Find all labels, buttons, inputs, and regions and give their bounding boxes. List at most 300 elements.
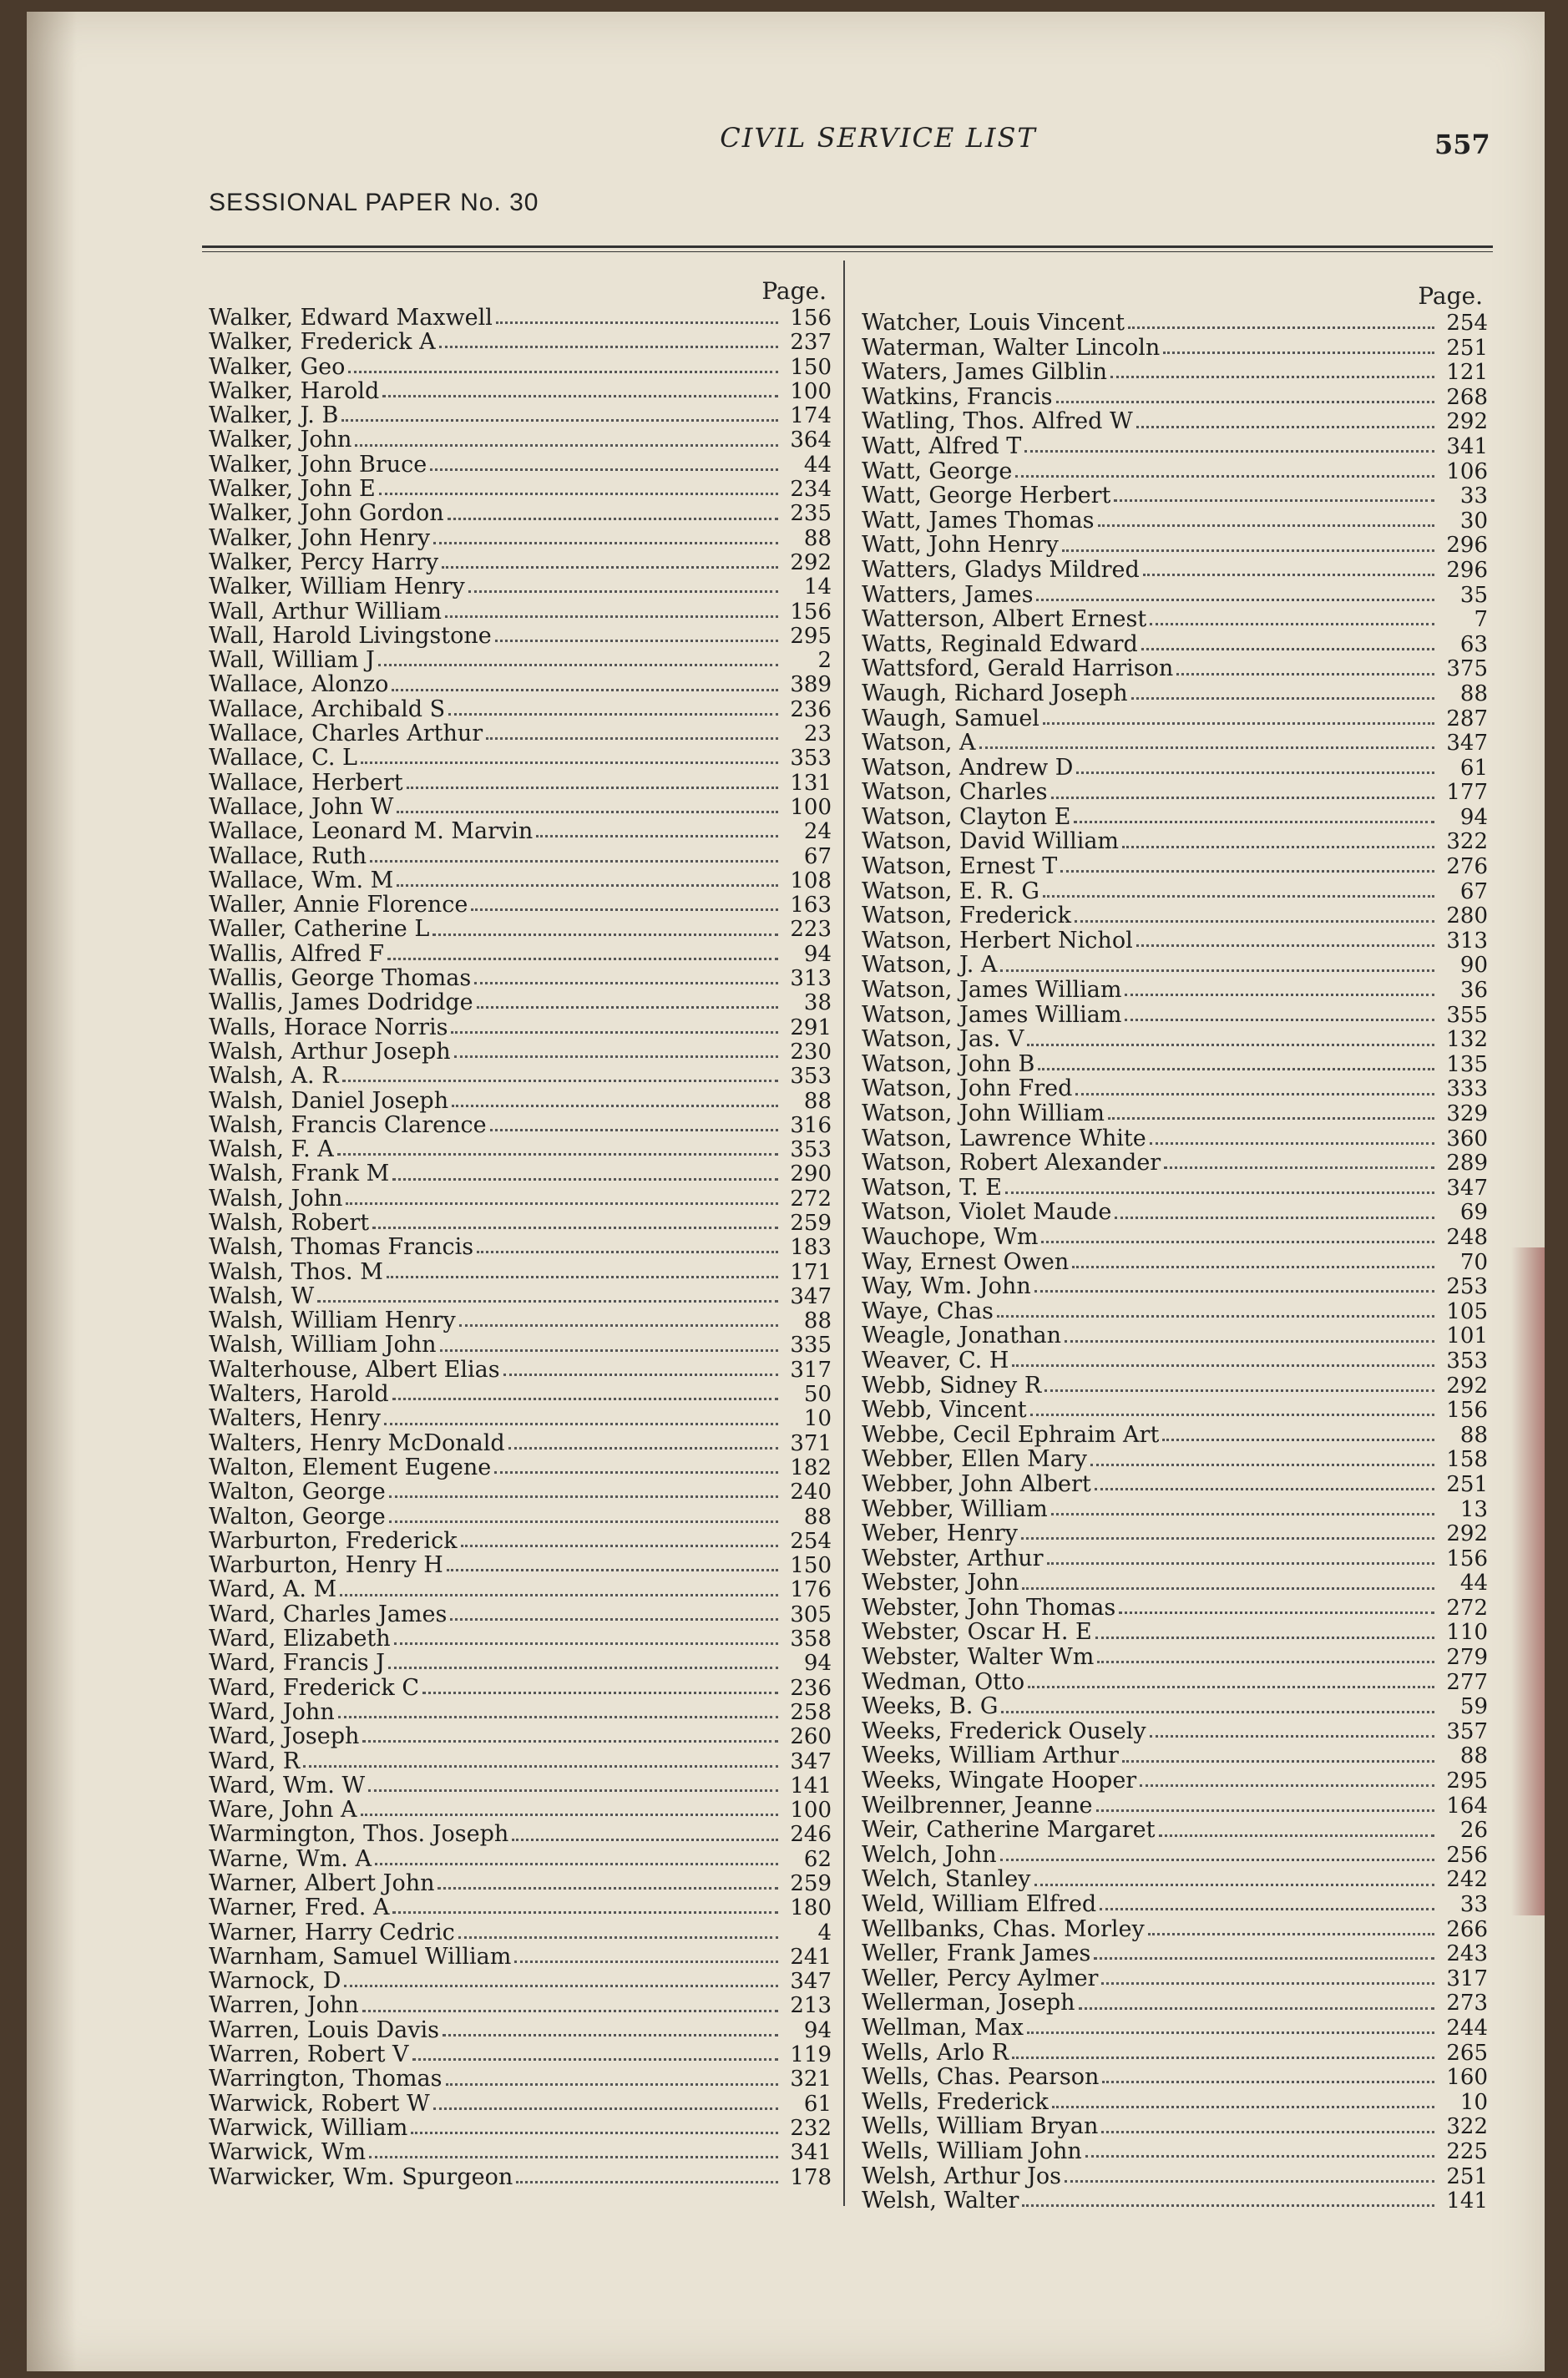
entry-name: Weilbrenner, Jeanne xyxy=(862,1792,1093,1819)
document-page xyxy=(27,12,1545,2371)
entry-name: Walsh, William John xyxy=(209,1332,437,1358)
list-item xyxy=(209,1798,832,1822)
dot-leader xyxy=(1034,1290,1434,1293)
page-number: 557 xyxy=(1434,129,1490,160)
entry-page-number: 296 xyxy=(1446,533,1488,559)
dot-leader xyxy=(379,493,778,495)
dot-leader xyxy=(1122,1760,1434,1763)
entry-page-number: 364 xyxy=(790,428,832,453)
dot-leader xyxy=(362,1740,778,1743)
entry-page-number: 141 xyxy=(790,1773,832,1799)
list-item xyxy=(862,928,1488,954)
entry-name: Walker, William Henry xyxy=(209,574,465,600)
entry-page-number: 180 xyxy=(790,1895,832,1921)
entry-name: Watkins, Francis xyxy=(862,383,1053,410)
entry-name: Weagle, Jonathan xyxy=(862,1323,1061,1349)
entry-page-number: 295 xyxy=(1446,1768,1488,1794)
entry-page-number: 371 xyxy=(790,1430,832,1456)
entry-name: Walters, Henry McDonald xyxy=(209,1429,505,1456)
entry-page-number: 347 xyxy=(1446,731,1488,756)
dot-leader xyxy=(388,1667,778,1669)
entry-page-number: 259 xyxy=(790,1871,832,1896)
list-item xyxy=(209,2140,832,2164)
entry-page-number: 251 xyxy=(1446,2163,1488,2189)
entry-page-number: 236 xyxy=(790,1675,832,1701)
list-item xyxy=(862,1818,1488,1843)
list-item xyxy=(862,1843,1488,1868)
right-column xyxy=(862,277,1488,2214)
dot-leader xyxy=(430,468,778,471)
list-item xyxy=(209,672,832,696)
entry-name: Webb, Vincent xyxy=(862,1397,1027,1424)
entry-page-number: 256 xyxy=(1446,1842,1488,1868)
entry-page-number: 317 xyxy=(1446,1966,1488,1991)
entry-page-number: 171 xyxy=(790,1259,832,1285)
list-item xyxy=(862,1521,1488,1546)
entry-name: Walsh, William Henry xyxy=(209,1308,456,1334)
entry-name: Watson, Robert Alexander xyxy=(862,1150,1161,1176)
entry-name: Warwicker, Wm. Spurgeon xyxy=(209,2163,513,2190)
list-item xyxy=(862,1101,1488,1126)
list-item xyxy=(862,1941,1488,1966)
entry-name: Wallace, Wm. M xyxy=(209,867,394,893)
list-item xyxy=(209,721,832,746)
dot-leader xyxy=(412,2058,778,2061)
entry-name: Walsh, Frank M xyxy=(209,1161,390,1187)
entry-page-number: 135 xyxy=(1446,1051,1488,1077)
list-item xyxy=(209,1773,832,1798)
entry-page-number: 70 xyxy=(1459,1249,1488,1275)
entry-page-number: 225 xyxy=(1446,2138,1488,2164)
list-item xyxy=(862,607,1488,632)
entry-name: Welsh, Walter xyxy=(862,2188,1019,2214)
dot-leader xyxy=(1075,1093,1434,1095)
entry-page-number: 266 xyxy=(1446,1916,1488,1942)
dot-leader xyxy=(1102,2081,1434,2083)
dot-leader xyxy=(1095,1488,1434,1490)
entry-page-number: 259 xyxy=(790,1210,832,1236)
entry-page-number: 100 xyxy=(790,378,832,404)
dot-leader xyxy=(1027,2031,1434,2034)
dot-leader xyxy=(341,419,778,422)
dot-leader xyxy=(440,1349,778,1352)
entry-name: Wedman, Otto xyxy=(862,1668,1025,1695)
entry-name: Walterhouse, Albert Elias xyxy=(209,1356,500,1383)
entry-page-number: 276 xyxy=(1446,854,1488,880)
entry-page-number: 101 xyxy=(1446,1323,1488,1349)
entry-name: Wall, Arthur William xyxy=(209,598,442,625)
dot-leader xyxy=(1098,524,1434,527)
dot-leader xyxy=(422,1692,778,1694)
entry-name: Ward, Joseph xyxy=(209,1723,360,1750)
list-item xyxy=(862,2041,1488,2066)
entry-page-number: 251 xyxy=(1446,335,1488,361)
entry-name: Waugh, Richard Joseph xyxy=(862,680,1128,706)
list-item xyxy=(209,1308,832,1333)
entry-page-number: 88 xyxy=(803,1308,832,1334)
list-item xyxy=(862,533,1488,558)
list-item xyxy=(209,330,832,354)
entry-name: Walker, Geo xyxy=(209,353,346,380)
list-item xyxy=(209,477,832,501)
entry-name: Walton, George xyxy=(209,1503,386,1530)
entry-name: Webster, Arthur xyxy=(862,1545,1044,1571)
list-item xyxy=(862,583,1488,608)
dot-leader xyxy=(1140,1784,1434,1787)
entry-name: Watson, Ernest T xyxy=(862,853,1058,880)
dot-leader xyxy=(450,1618,778,1621)
dot-leader xyxy=(1128,326,1434,329)
entry-name: Weeks, B. G xyxy=(862,1693,999,1720)
entry-name: Warren, Louis Davis xyxy=(209,2016,439,2043)
entry-page-number: 254 xyxy=(790,1528,832,1554)
list-item xyxy=(209,1529,832,1553)
entry-page-number: 13 xyxy=(1459,1496,1488,1522)
entry-page-number: 110 xyxy=(1446,1620,1488,1646)
list-item xyxy=(209,1993,832,2017)
dot-leader xyxy=(445,615,778,618)
entry-page-number: 292 xyxy=(1446,409,1488,435)
entry-name: Watson, John B xyxy=(862,1050,1035,1077)
entry-page-number: 234 xyxy=(790,477,832,503)
entry-page-number: 4 xyxy=(817,1920,832,1945)
list-item xyxy=(209,771,832,795)
dot-leader xyxy=(1047,1562,1434,1565)
entry-name: Watson, T. E xyxy=(862,1174,1002,1201)
list-item xyxy=(209,1137,832,1161)
list-item xyxy=(209,306,832,330)
dot-leader xyxy=(1022,1587,1434,1590)
entry-name: Watling, Thos. Alfred W xyxy=(862,408,1133,435)
entry-name: Wellbanks, Chas. Morley xyxy=(862,1915,1145,1942)
dot-leader xyxy=(451,1031,778,1034)
entry-name: Warner, Harry Cedric xyxy=(209,1919,455,1945)
list-item xyxy=(862,558,1488,583)
dot-leader xyxy=(1060,870,1434,873)
dot-leader xyxy=(1001,1711,1434,1713)
entry-name: Wallace, Alonzo xyxy=(209,671,389,698)
list-item xyxy=(862,879,1488,904)
entry-name: Way, Wm. John xyxy=(862,1273,1031,1300)
entry-page-number: 213 xyxy=(790,1993,832,2019)
list-item xyxy=(862,829,1488,854)
entry-name: Walsh, John xyxy=(209,1185,343,1212)
entry-page-number: 67 xyxy=(1459,878,1488,904)
entry-name: Walsh, Arthur Joseph xyxy=(209,1038,451,1065)
list-item xyxy=(862,1546,1488,1571)
list-item xyxy=(209,990,832,1014)
entry-name: Warrington, Thomas xyxy=(209,2066,443,2092)
dot-leader xyxy=(452,1105,778,1107)
list-item xyxy=(862,1694,1488,1719)
dot-leader xyxy=(1036,599,1434,601)
entry-name: Watt, Alfred T xyxy=(862,433,1022,459)
entry-name: Webbe, Cecil Ephraim Art xyxy=(862,1421,1160,1448)
dot-leader xyxy=(303,1765,778,1768)
list-item xyxy=(862,632,1488,657)
entry-name: Watson, A xyxy=(862,730,976,756)
entry-page-number: 236 xyxy=(790,696,832,722)
list-item xyxy=(209,1382,832,1406)
list-item xyxy=(209,1333,832,1357)
entry-name: Watts, Reginald Edward xyxy=(862,630,1138,657)
entry-page-number: 30 xyxy=(1459,508,1488,534)
entry-page-number: 280 xyxy=(1446,903,1488,929)
dot-leader xyxy=(1119,1611,1434,1614)
list-item xyxy=(862,1398,1488,1423)
list-item xyxy=(209,1480,832,1504)
dot-leader xyxy=(1101,1982,1434,1985)
dot-leader xyxy=(1094,1957,1434,1960)
entry-name: Weber, Henry xyxy=(862,1520,1018,1547)
entry-page-number: 279 xyxy=(1446,1645,1488,1671)
list-item xyxy=(209,501,832,525)
entry-name: Watt, James Thomas xyxy=(862,507,1095,534)
dot-leader xyxy=(503,1374,778,1376)
left-column xyxy=(209,277,832,2189)
list-item xyxy=(862,1323,1488,1348)
entry-page-number: 88 xyxy=(1459,681,1488,706)
list-item xyxy=(862,1299,1488,1324)
dot-leader xyxy=(1043,895,1434,898)
entry-page-number: 10 xyxy=(803,1406,832,1432)
entry-name: Welch, John xyxy=(862,1841,997,1868)
dot-leader xyxy=(1022,2204,1434,2207)
entry-page-number: 156 xyxy=(790,599,832,625)
entry-page-number: 347 xyxy=(790,1283,832,1309)
dot-leader xyxy=(439,346,778,348)
entry-page-number: 322 xyxy=(1446,829,1488,855)
dot-leader xyxy=(368,1789,778,1792)
entry-name: Warwick, William xyxy=(209,2114,408,2141)
dot-leader xyxy=(372,1227,778,1229)
list-item xyxy=(862,2188,1488,2214)
list-item xyxy=(209,746,832,770)
entry-name: Watson, Lawrence White xyxy=(862,1125,1146,1151)
dot-leader xyxy=(411,2132,778,2134)
dot-leader xyxy=(1076,772,1434,774)
entry-page-number: 317 xyxy=(790,1357,832,1383)
dot-leader xyxy=(344,1985,778,1987)
entry-page-number: 292 xyxy=(1446,1521,1488,1547)
entry-page-number: 295 xyxy=(790,623,832,649)
dot-leader xyxy=(1074,821,1434,823)
entry-page-number: 164 xyxy=(1446,1793,1488,1819)
list-item xyxy=(862,508,1488,534)
entry-name: Watson, James William xyxy=(862,1001,1122,1028)
dot-leader xyxy=(433,542,778,544)
entry-page-number: 90 xyxy=(1459,953,1488,979)
entry-name: Watson, John William xyxy=(862,1100,1105,1126)
list-item xyxy=(209,1161,832,1186)
dot-leader xyxy=(1027,1044,1434,1046)
entry-name: Walton, Element Eugene xyxy=(209,1454,492,1480)
dot-leader xyxy=(1176,673,1434,675)
entry-name: Watt, George xyxy=(862,458,1013,484)
dot-leader xyxy=(1095,1637,1434,1639)
list-item xyxy=(209,2018,832,2042)
dot-leader xyxy=(1056,401,1435,403)
entry-page-number: 156 xyxy=(790,306,832,331)
dot-leader xyxy=(1136,944,1434,947)
entry-page-number: 61 xyxy=(1459,755,1488,781)
entry-name: Waugh, Samuel xyxy=(862,705,1039,731)
dot-leader xyxy=(389,1520,778,1523)
entry-name: Warne, Wm. A xyxy=(209,1845,372,1872)
entry-page-number: 355 xyxy=(1446,1002,1488,1028)
entry-name: Weeks, Frederick Ousely xyxy=(862,1718,1146,1744)
entry-page-number: 313 xyxy=(1446,928,1488,954)
column-heading: Page. xyxy=(761,277,827,305)
entry-page-number: 14 xyxy=(803,574,832,600)
list-item xyxy=(209,1431,832,1455)
dot-leader xyxy=(432,933,778,936)
entry-name: Walsh, Thos. M xyxy=(209,1258,383,1285)
entry-page-number: 360 xyxy=(1446,1126,1488,1151)
list-item xyxy=(862,1645,1488,1670)
entry-name: Wallis, Alfred F xyxy=(209,940,385,967)
list-item xyxy=(862,409,1488,434)
list-item xyxy=(862,1472,1488,1497)
dot-leader xyxy=(1024,450,1434,453)
dot-leader xyxy=(355,444,778,447)
entry-page-number: 35 xyxy=(1459,582,1488,608)
list-item xyxy=(862,805,1488,830)
entry-page-number: 341 xyxy=(790,2140,832,2166)
list-item xyxy=(209,1871,832,1895)
dot-leader xyxy=(477,1006,778,1009)
dot-leader xyxy=(1041,1241,1434,1243)
dot-leader xyxy=(458,1936,778,1939)
dot-leader xyxy=(512,1839,778,1841)
entry-page-number: 235 xyxy=(790,501,832,527)
entry-page-number: 296 xyxy=(1446,557,1488,583)
entry-page-number: 357 xyxy=(1446,1718,1488,1744)
list-item xyxy=(209,379,832,403)
entry-page-number: 94 xyxy=(803,1651,832,1677)
list-item xyxy=(862,1596,1488,1621)
list-item xyxy=(862,903,1488,928)
list-item xyxy=(862,780,1488,805)
dot-leader xyxy=(346,1202,778,1205)
list-item xyxy=(209,697,832,721)
page-edge-stain xyxy=(1511,1247,1545,1915)
entry-name: Watson, Jas. V xyxy=(862,1026,1024,1053)
entry-page-number: 272 xyxy=(1446,1595,1488,1621)
list-item xyxy=(209,1406,832,1430)
dot-leader xyxy=(407,787,778,789)
list-item xyxy=(862,1497,1488,1522)
entry-page-number: 333 xyxy=(1446,1076,1488,1102)
list-item xyxy=(862,385,1488,410)
entry-page-number: 183 xyxy=(790,1235,832,1261)
entry-page-number: 121 xyxy=(1446,360,1488,386)
dot-leader xyxy=(508,1447,778,1450)
list-item xyxy=(862,1151,1488,1176)
dot-leader xyxy=(979,746,1434,749)
list-item xyxy=(862,706,1488,731)
entry-page-number: 33 xyxy=(1459,1892,1488,1917)
entry-name: Watson, Charles xyxy=(862,779,1048,806)
entry-name: Walters, Harold xyxy=(209,1381,389,1408)
dot-leader xyxy=(392,689,778,691)
entry-name: Walker, John Gordon xyxy=(209,500,444,527)
list-item xyxy=(862,483,1488,508)
entry-page-number: 100 xyxy=(790,794,832,820)
list-item xyxy=(209,1945,832,1969)
entry-name: Wells, William Bryan xyxy=(862,2113,1099,2140)
entry-page-number: 272 xyxy=(790,1186,832,1212)
list-item xyxy=(209,355,832,379)
dot-leader xyxy=(447,1569,778,1571)
dot-leader xyxy=(378,664,778,666)
entry-page-number: 69 xyxy=(1459,1200,1488,1226)
entry-name: Warwick, Robert W xyxy=(209,2090,430,2117)
entry-name: Warner, Fred. A xyxy=(209,1895,390,1921)
entry-name: Wall, William J xyxy=(209,647,375,674)
dot-leader xyxy=(471,908,778,911)
list-item xyxy=(209,1235,832,1259)
entry-name: Webster, Oscar H. E xyxy=(862,1619,1092,1646)
entry-name: Watson, E. R. G xyxy=(862,878,1039,904)
entry-page-number: 26 xyxy=(1459,1818,1488,1844)
entry-page-number: 287 xyxy=(1446,706,1488,731)
list-item xyxy=(862,1794,1488,1819)
entry-page-number: 88 xyxy=(803,525,832,551)
dot-leader xyxy=(448,713,778,716)
entry-page-number: 88 xyxy=(1459,1422,1488,1448)
entry-name: Weeks, Wingate Hooper xyxy=(862,1768,1137,1794)
entry-name: Ward, John xyxy=(209,1698,335,1725)
entry-list xyxy=(862,311,1488,2214)
list-item xyxy=(209,893,832,917)
list-item xyxy=(862,2090,1488,2115)
entry-name: Watson, J. A xyxy=(862,952,998,979)
dot-leader xyxy=(514,1961,778,1963)
entry-name: Wallace, John W xyxy=(209,793,394,820)
dot-leader xyxy=(446,2083,779,2086)
dot-leader xyxy=(1075,920,1434,923)
entry-page-number: 223 xyxy=(790,917,832,943)
list-item xyxy=(862,731,1488,756)
dot-leader xyxy=(387,958,778,960)
entry-name: Weaver, C. H xyxy=(862,1347,1009,1374)
dot-leader xyxy=(433,2107,778,2110)
entry-page-number: 335 xyxy=(790,1333,832,1358)
list-item xyxy=(862,1126,1488,1151)
entry-page-number: 24 xyxy=(803,819,832,845)
list-item xyxy=(209,1602,832,1627)
list-item xyxy=(862,1768,1488,1794)
dot-leader xyxy=(459,1324,778,1327)
dot-leader xyxy=(1028,1686,1434,1688)
entry-name: Walker, Frederick A xyxy=(209,329,436,356)
list-item xyxy=(862,2164,1488,2189)
entry-page-number: 182 xyxy=(790,1455,832,1480)
dot-leader xyxy=(389,1495,778,1498)
entry-page-number: 105 xyxy=(1446,1298,1488,1324)
list-item xyxy=(209,1015,832,1040)
entry-name: Weller, Percy Aylmer xyxy=(862,1965,1099,1991)
list-item xyxy=(862,1867,1488,1892)
dot-leader xyxy=(516,2181,778,2183)
running-title: CIVIL SERVICE LIST xyxy=(720,122,1037,154)
dot-leader xyxy=(1090,1464,1434,1466)
entry-name: Wells, Chas. Pearson xyxy=(862,2064,1100,2091)
entry-page-number: 251 xyxy=(1446,1471,1488,1497)
entry-name: Walsh, Francis Clarence xyxy=(209,1111,487,1138)
dot-leader xyxy=(442,566,778,569)
